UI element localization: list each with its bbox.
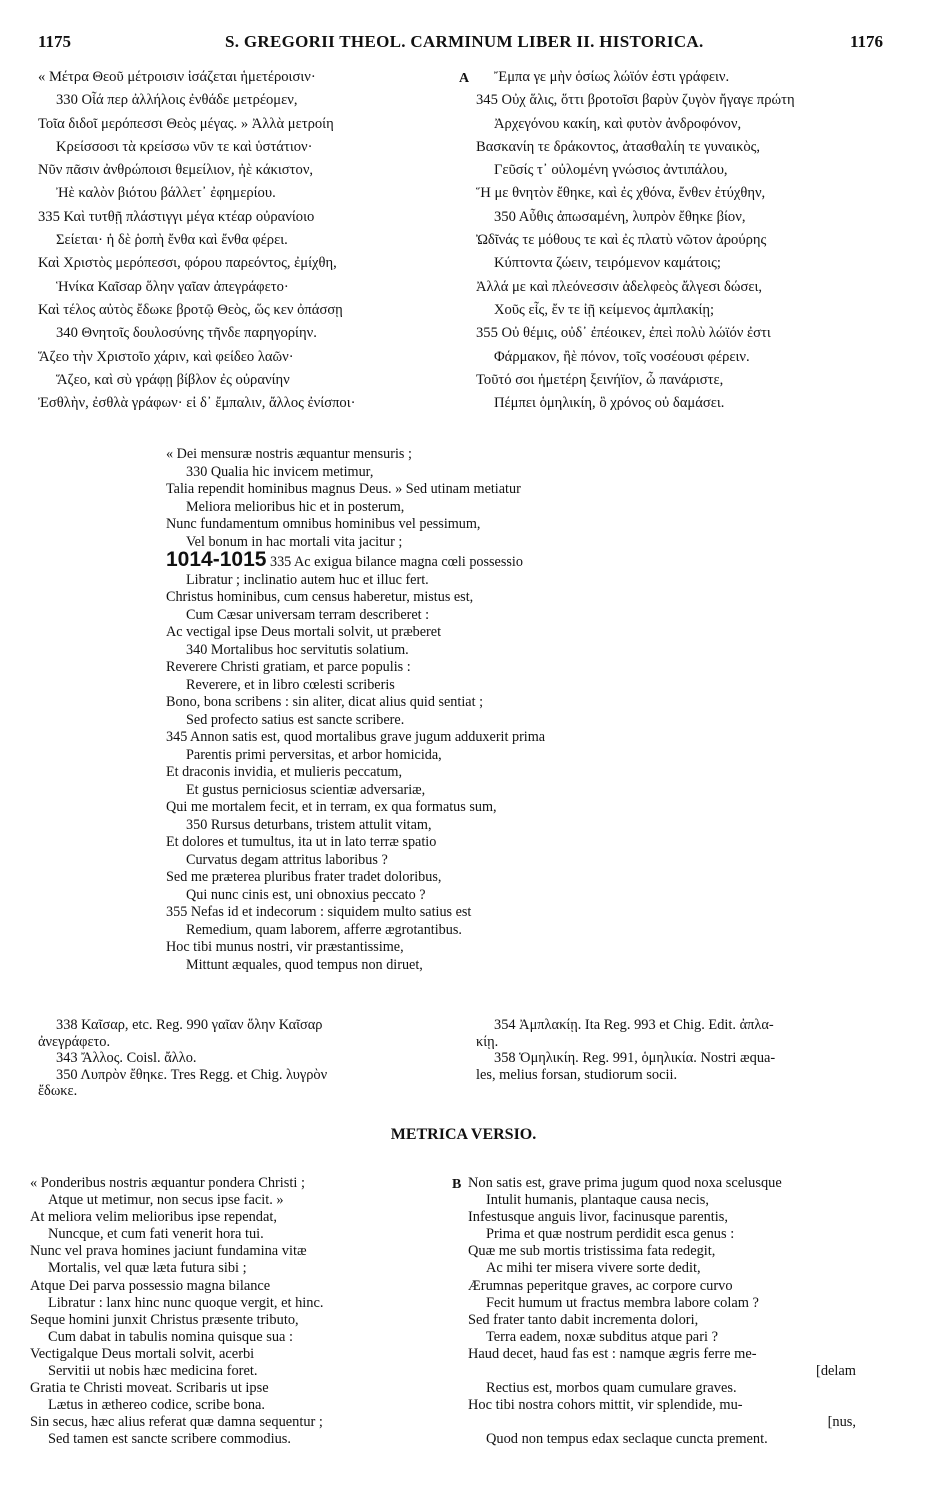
greek-line: Ἐσθλὴν, ἐσθλὰ γράφων· εἰ δ᾽ ἔμπαλιν, ἄλλος ἐνίσποι· <box>38 395 356 412</box>
latin-line: Libratur ; inclinatio autem huc et illuc fert. <box>186 571 429 588</box>
latin-line: Talia rependit hominibus magnus Deus. » Sed utinam metiatur <box>166 481 521 497</box>
notes-left <box>38 1017 458 1100</box>
page-number-left: 1175 <box>38 32 72 51</box>
metrica-line: « Ponderibus nostris æquantur pondera Christi ; <box>30 1175 306 1191</box>
greek-line: 345 Οὐχ ἅλις, ὅττι βροτοῖσι βαρὺν ζυγὸν ἤγαγε πρώτη <box>476 92 795 109</box>
latin-line: 340 Mortalibus hoc servitutis solatium. <box>186 641 409 658</box>
greek-line: Τοῦτό σοι ἡμετέρη ξεινήϊον, ὦ πανάριστε, <box>476 371 724 388</box>
latin-line: Vel bonum in hac mortali vita jacitur ; <box>186 533 403 550</box>
latin-line: Ac vectigal ipse Deus mortali solvit, ut præberet <box>166 624 442 640</box>
column-number-marker: 1014-1015 <box>166 551 267 571</box>
latin-line: Reverere, et in libro cœlesti scriberis <box>186 676 395 693</box>
page-number-right: 1176 <box>850 32 884 51</box>
metrica-line: Servitii ut nobis hæc medicina foret. <box>48 1363 258 1380</box>
latin-line: Qui me mortalem fecit, et in terram, ex qua formatus sum, <box>166 799 497 815</box>
greek-line: Χοῦς εἷς, ἔν τε ἰῇ κείμενος ἀμπλακίῃ; <box>494 301 715 318</box>
greek-line: Ἀλλά με καὶ πλεόνεσσιν ἀδελφεὸς ἄλγεσι δώσει, <box>476 278 763 295</box>
note-line: les, melius forsan, studiorum socii. <box>476 1066 678 1083</box>
note-line: ἀνεγράφετο. <box>38 1033 111 1050</box>
metrica-line: Haud decet, haud fas est : namque ægris ferre me- <box>468 1345 757 1362</box>
metrica-line: Mortalis, vel quæ læta futura sibi ; <box>48 1260 247 1277</box>
metrica-line: Nunc vel prava homines jaciunt fundamina vitæ <box>30 1243 307 1260</box>
greek-line: Κύπτοντα ζώειν, τειρόμενον καμάτοις; <box>494 255 721 272</box>
note-line: 343 Ἄλλος. Coisl. ἄλλο. <box>56 1050 197 1067</box>
latin-line: Nunc fundamentum omnibus hominibus vel pessimum, <box>166 516 481 532</box>
latin-line: Mittunt æquales, quod tempus non diruet, <box>186 956 423 973</box>
latin-line: 345 Annon satis est, quod mortalibus grave jugum adduxerit prima <box>166 729 546 745</box>
latin-line: Qui nunc cinis est, uni obnoxius peccato ? <box>186 886 426 903</box>
latin-line: Sed profecto satius est sancte scribere. <box>186 711 405 728</box>
metrica-line: Lætus in æthereo codice, scribe bona. <box>48 1397 265 1414</box>
greek-line: Ἅζεο τὴν Χριστοῖο χάριν, καὶ φείδεο λαῶν· <box>38 348 294 365</box>
latin-line: Curvatus degam attritus laboribus ? <box>186 851 388 868</box>
greek-line: Ἀρχεγόνου κακίη, καὶ φυτὸν ἀνδροφόνον, <box>494 115 742 132</box>
greek-line: 350 Αὖθις ἀπωσαμένη, λυπρὸν ἔθηκε βίον, <box>494 208 746 225</box>
section-title: METRICA VERSIO. <box>390 1126 537 1143</box>
metrica-line: Non satis est, grave prima jugum quod noxa scelusque <box>468 1175 782 1191</box>
metrica-line: At meliora velim melioribus ipse rependat, <box>30 1209 277 1226</box>
metrica-line: Sed frater tanto dabit incrementa dolori, <box>468 1311 699 1328</box>
latin-line: 335 Ac exigua bilance magna cœli possessio <box>269 554 523 570</box>
greek-line: Κρείσσοσι τὰ κρείσσω νῦν τε καὶ ὑστάτιον· <box>56 138 313 155</box>
note-line: 350 Λυπρὸν ἔθηκε. Tres Regg. et Chig. λυγρὸν <box>56 1066 328 1083</box>
latin-line: Et dolores et tumultus, ita ut in lato terræ spatio <box>166 834 437 850</box>
greek-line: Ἔμπα γε μὴν ὁσίως λώϊόν ἐστι γράφειν. <box>494 69 730 85</box>
greek-line: Ἥ με θνητὸν ἔθηκε, καὶ ἐς χθόνα, ἔνθεν ἐτύχθην, <box>476 185 766 202</box>
latin-line: Reverere Christi gratiam, et parce populis : <box>166 659 411 675</box>
metrica-line: Intulit humanis, plantaque causa necis, <box>486 1192 709 1209</box>
metrica-line: Hoc tibi nostra cohors mittit, vir splendide, mu- <box>468 1397 743 1414</box>
greek-line: Γεῦσίς τ᾽ οὐλομένη γνώσιος ἀντιπάλου, <box>494 162 728 179</box>
greek-line: Σείεται· ἡ δὲ ῥοπὴ ἔνθα καὶ ἔνθα φέρει. <box>56 232 288 249</box>
greek-line: Ἅζεο, καὶ σὺ γράφῃ βίβλον ἐς οὐρανίην <box>56 371 290 388</box>
latin-line: 350 Rursus deturbans, tristem attulit vitam, <box>186 816 432 833</box>
metrica-line: Atque ut metimur, non secus ipse facit. » <box>48 1192 284 1209</box>
latin-line: Et draconis invidia, et mulieris peccatum, <box>166 764 402 780</box>
note-line: 338 Καῖσαρ, etc. Reg. 990 γαῖαν ὅλην Καῖσαρ <box>56 1017 323 1033</box>
metrica-line: Vectigalque Deus mortali solvit, acerbi <box>30 1345 255 1362</box>
greek-line: Νῦν πᾶσιν ἀνθρώποισι θεμείλιον, ἠὲ κάκιστον, <box>38 162 314 179</box>
latin-line: 355 Nefas id et indecorum : siquidem multo satius est <box>166 904 472 920</box>
metrica-line: Fecit humum ut fractus membra labore colam ? <box>486 1294 759 1311</box>
metrica-line: Infestusque anguis livor, facinusque parentis, <box>468 1209 728 1226</box>
greek-line: Φάρμακον, ἢὲ πόνον, τοῖς νοσέουσι φέρειν. <box>494 348 750 365</box>
greek-column-left <box>38 66 458 415</box>
greek-line: 335 Καὶ τυτθῇ πλάστιγγι μέγα κτέαρ οὐρανίοιο <box>38 208 315 225</box>
note-line: 358 Ὁμηλικίη. Reg. 991, ὁμηλικία. Nostri æqua- <box>494 1050 776 1067</box>
metrica-line: Cum dabat in tabulis nomina quisque sua : <box>48 1328 294 1345</box>
latin-line: Hoc tibi munus nostri, vir præstantissime, <box>166 939 404 955</box>
metrica-line: Quæ me sub mortis tristissima fata redegit, <box>468 1243 716 1260</box>
metrica-left <box>30 1175 455 1449</box>
metrica-line: Nuncque, et cum fati venerit hora tui. <box>48 1226 264 1243</box>
metrica-line: Ærumnas peperitque graves, ac corpore curvo <box>468 1277 733 1294</box>
metrica-line: Atque Dei parva possessio magna bilance <box>30 1277 271 1294</box>
note-line: 354 Ἀμπλακίῃ. Ita Reg. 993 et Chig. Edit. ἀπλα- <box>494 1017 774 1033</box>
metrica-line: [delam <box>816 1363 856 1380</box>
greek-line: Ὠδῖνάς τε μόθους τε καὶ ἐς πλατὺ νῶτον ἀρούρης <box>476 232 767 249</box>
page-header <box>0 0 927 51</box>
metrica-right <box>468 1175 896 1449</box>
greek-column-right <box>476 66 896 415</box>
latin-line: Bono, bona scribens : sin aliter, dicat alius quid sentiat ; <box>166 694 484 710</box>
latin-line: « Dei mensuræ nostris æquantur mensuris ; <box>166 446 412 462</box>
metrica-line: Gratia te Christi moveat. Scribaris ut ipse <box>30 1380 269 1397</box>
latin-line: Sed me præterea pluribus frater tradet doloribus, <box>166 869 442 885</box>
greek-line: « Μέτρα Θεοῦ μέτροισιν ἰσάζεται ἡμετέροισιν· <box>38 69 316 85</box>
latin-line: Et gustus perniciosus scientiæ adversariæ, <box>186 781 426 798</box>
metrica-line: Libratur : lanx hinc nunc quoque vergit, et hinc. <box>48 1294 324 1311</box>
metrica-line: Sed tamen est sancte scribere commodius. <box>48 1431 291 1448</box>
greek-line: Τοῖα διδοῖ μερόπεσσι Θεὸς μέγας. » Ἀλλὰ μετροίη <box>38 115 334 132</box>
latin-line: Cum Cæsar universam terram describeret : <box>186 606 430 623</box>
greek-line: Καὶ Χριστὸς μερόπεσσι, φόρου παρεόντος, ἐμίχθη, <box>38 255 337 272</box>
metrica-line: Seque homini junxit Christus præsente tributo, <box>30 1311 299 1328</box>
column-marker-a: A <box>459 71 470 86</box>
running-title: S. GREGORII THEOL. CARMINUM LIBER II. HISTORICA. <box>225 32 704 51</box>
latin-line: Christus hominibus, cum census haberetur, mistus est, <box>166 589 474 605</box>
metrica-line: Quod non tempus edax seclaque cuncta prement. <box>486 1431 768 1448</box>
notes-right <box>476 1017 896 1083</box>
metrica-line: Prima et quæ nostrum perdidit esca genus : <box>486 1226 735 1243</box>
greek-line: 340 Θνητοῖς δουλοσύνης τῆνδε παρηγορίην. <box>56 325 317 342</box>
greek-line: Ἡνίκα Καῖσαρ ὅλην γαῖαν ἀπεγράφετο· <box>56 278 289 295</box>
note-line: κίῃ. <box>476 1033 499 1050</box>
metrica-line: Rectius est, morbos quam cumulare graves. <box>486 1380 737 1397</box>
greek-line: 330 Οἷά περ ἀλλήλοις ἐνθάδε μετρέομεν, <box>56 92 298 109</box>
greek-line: Ἠὲ καλὸν βιότου βάλλετ᾽ ἐφημερίου. <box>56 185 276 202</box>
metrica-line: [nus, <box>827 1414 856 1431</box>
greek-line: Πέμπει ὁμηλικίη, ὃ χρόνος οὐ δαμάσει. <box>494 395 725 412</box>
latin-line: Parentis primi perversitas, et arbor homicida, <box>186 746 442 763</box>
latin-line: Meliora melioribus hic et in posterum, <box>186 498 405 515</box>
note-line: ἔδωκε. <box>38 1083 78 1100</box>
latin-translation <box>166 446 766 974</box>
greek-line: 355 Οὐ θέμις, οὐδ᾽ ἐπέοικεν, ἐπεὶ πολὺ λώϊόν ἐστι <box>476 325 771 342</box>
latin-line: 330 Qualia hic invicem metimur, <box>186 463 374 480</box>
column-marker-b: B <box>452 1177 462 1192</box>
latin-line: Remedium, quam laborem, afferre ægrotantibus. <box>186 921 462 938</box>
metrica-line: Sin secus, hæc alius referat quæ damna sequentur ; <box>30 1414 323 1431</box>
metrica-line: Terra eadem, noxæ subditus atque pari ? <box>486 1328 718 1345</box>
metrica-line: Ac mihi ter misera vivere sorte dedit, <box>486 1260 701 1277</box>
greek-line: Βασκανίη τε δράκοντος, ἀτασθαλίη τε γυναικὸς, <box>476 138 761 155</box>
greek-line: Καὶ τέλος αὐτὸς ἔδωκε βροτῷ Θεὸς, ὥς κεν ὀπάσσῃ <box>38 301 343 318</box>
